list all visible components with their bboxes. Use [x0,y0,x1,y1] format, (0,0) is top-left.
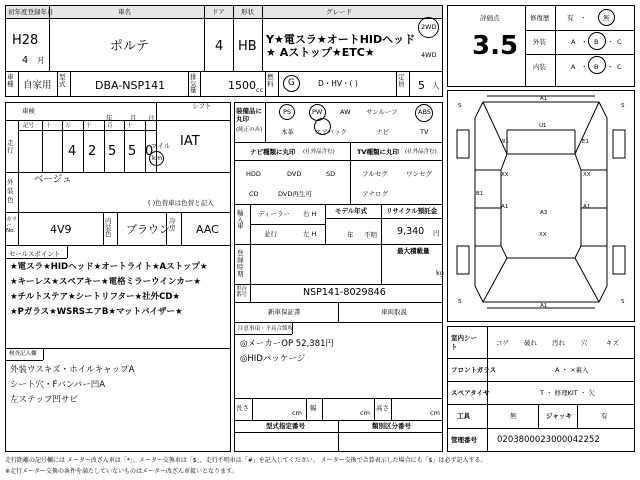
cc-unit: cc [256,86,264,94]
recycle-value: 9,340 [397,226,425,237]
equip-note: (純正のみ) [236,127,263,133]
max-load-kg: kg [436,269,444,277]
tv-kind-label: TV種類に丸印 [357,148,399,156]
diag-xx-right: XX [583,172,591,178]
note-item: ◎HIDパッケージ [240,354,306,364]
glass-value: A ・ ×裏入 [555,366,589,374]
ext-label: 外装 [533,38,546,46]
ext-color: ベージュ [34,174,72,185]
shape: HB [238,39,257,54]
seat-item: コゲ [496,339,509,347]
ac-label: 冷房 [169,217,176,232]
odo-digit: 5 [108,144,117,159]
sales-point: ★Pガラス★WSRSエアB★マットバイザー★ [10,307,183,317]
displacement: 1500 [228,79,256,92]
jack-label: ジャッキ [546,412,572,420]
lh: 左 H [303,230,317,238]
fuel-rest: D・HV・( ) [318,79,358,88]
sales-label: セールスポイント [9,250,61,258]
inspect-label: 車検 [22,107,35,115]
rh: 右 H [303,210,317,218]
color-code: 4V9 [50,223,72,236]
int-c: C [617,63,622,71]
notes-label: 注意事項・不具合箇所 [238,326,294,332]
ext-a: A [571,38,576,46]
ext-color-label: 外装色 [7,178,14,204]
width-label: 幅 [310,404,317,412]
diag-a3: A3 [540,210,548,216]
jack-value: 有 [601,412,608,420]
odo-unit: 百 [107,123,113,129]
diag-a1-right: A1 [583,204,591,210]
diag-w1: W1 [500,139,509,145]
navi-kind-label: ナビ種類に丸印 [250,148,296,156]
drive: 2WD [421,23,437,31]
diag-b1: B1 [476,191,484,197]
height-cm: cm [430,409,440,417]
color-code-label: カラー No. [6,217,18,234]
model: DBA-NSP141 [95,79,166,92]
repair-label: 修復歴 [530,14,550,22]
seat-item: キズ [606,339,619,347]
equip-leather: 本革 [281,128,294,136]
odo-digit: 0 [145,144,154,159]
odo-unit: 十 [127,123,133,129]
fuel-g: G [288,78,295,88]
odo-digit: 5 [128,144,137,159]
odo-unit: 記号 [23,123,35,129]
tools-label: 工具 [457,412,470,420]
km-unit: km [152,154,163,162]
transmission: IAT [180,134,200,149]
spare-label: スペアタイヤ [451,389,490,397]
inspection-note: 外装ウスキズ・ホイルキャップA [10,365,135,375]
tv-analog: アナログ [362,190,388,198]
drive-alt: 4WD [421,51,437,59]
length-cm: cm [292,409,302,417]
diag-e1: E1 [582,139,589,145]
score-label: 評価点 [480,14,500,22]
diag-a1-top: A1 [540,96,548,102]
disp-label: 排気量 [190,73,197,94]
footer-note-2: ※走行メーター交換の条件を満たしていないものはメーター改ざん車扱いとなります。 [5,468,238,475]
new-warranty: 新車保証書 [268,308,301,316]
int-a: A [571,63,576,71]
int-label: 内装 [533,63,546,71]
model-year-unknown: 不明 [364,231,377,239]
car-name: ポルテ [110,39,150,54]
ac: AAC [196,223,219,236]
parallel: 並行 [264,230,277,238]
equip-ps: PS [283,108,292,116]
int-color-label: 内装色 [105,217,112,238]
diag-a1-left: A1 [501,204,509,210]
seat-item: 汚れ [552,339,565,347]
tools-value: 無 [510,412,517,420]
equip-navi: ナビ [376,128,389,136]
inspect-month: 月 [130,114,137,122]
mgmt-number: 0203800023000042252 [497,435,600,445]
diag-s-3: S [458,299,462,305]
diag-s-2: S [621,103,625,109]
ext-b: B [594,38,599,46]
sales-point: ★電スラ★HIDヘッド★オートライト★Aストップ★ [10,262,208,272]
tv-oneseg: ワンセグ [406,170,432,178]
equip-label: 装備品に丸印 [236,107,262,123]
inspection-note: 左ステップ凹サビ [10,395,78,405]
navi-hdd: HDD [246,170,261,178]
tv-kind-note: (社外品含む) [405,149,437,155]
diag-xx-left: XX [501,172,509,178]
chassis-number: NSP141-8029846 [303,287,386,298]
equip-pw: PW [312,108,323,116]
model-year-label: モデル年式 [335,207,368,215]
navi-sd: SD [326,170,336,178]
seat-item: 穴 [581,339,588,347]
odo-label: 走行 [7,139,14,154]
diag-u1: U1 [539,123,547,129]
mile-unit: マイル [151,142,171,150]
spare-value: T ・ 修理KIT ・ 欠 [540,389,595,397]
int-b: B [594,63,599,71]
type-label: 型式指定番号 [266,422,305,430]
dealer: ディーラー [258,210,290,218]
reg-label: 登録時期 [237,249,244,278]
inspect-day: 日 [148,114,155,122]
equip-sunroof: サンルーフ [366,108,398,116]
reg-year: H28 [12,33,39,48]
doors-label: ドア [212,8,225,16]
int-color: ブラウン [126,223,170,236]
footer-note-1: 走行距離の記号欄には メーター改ざん車は「*」、メーター交換車は「$」、走行不明車は「#」を記入してください。 メーター交換で合算表示した場合にも「$」は必ず記入する。 [5,457,487,464]
seat-label: 室内シート [451,334,477,351]
class-label: 類別区分番号 [372,422,411,430]
car-name-label: 車名 [118,8,131,16]
equip-abs: ABS [418,108,431,116]
recycle-yen: 円 [433,229,440,237]
grade-label: グレード [326,8,352,16]
glass-label: フロントガラス [451,366,497,374]
shape-label: 形状 [241,8,254,16]
month-unit: 月 [37,56,45,65]
seat-item: 破れ [524,339,537,347]
import-label: 輸入車 [237,209,244,230]
shift-label: シフト [192,102,212,110]
tv-fullseg: フルセグ [362,170,388,178]
equip-airbag: エアバック [315,128,347,136]
repair-no: 無 [603,14,610,22]
sales-point: ★チルトステア★シートリフター★社外CD★ [10,292,181,302]
inspect-year: 年 [106,114,113,122]
car-cabin [501,154,581,258]
chassis-label: 車台番号 [236,286,248,298]
equip-aw: AW [340,108,351,116]
height-label: 高さ [376,404,389,412]
odo-digit: 4 [68,144,77,159]
inspection-note: シート穴・Fバンパー凹A [10,380,106,390]
navi-cd: CD [249,190,259,198]
repair-yes: 有 [567,14,574,22]
kind-label: 車種 [7,73,14,88]
note-item: ◎メーカーOP 52,381円 [240,339,335,349]
model-year-word: 年 [347,231,354,239]
grade: Y★電スラ★オートHIDヘッド★ Aストップ★ETC★ [266,33,416,59]
width-cm: cm [360,409,370,417]
reg-year-label: 初年度登録年月 [8,8,54,16]
car-outline [475,102,607,302]
odo-unit: 十 [46,123,52,129]
max-load-label: 最大積載量 [397,247,430,255]
score: 3.5 [472,31,519,61]
manual: 車両取説 [381,308,407,316]
color-change-note: ( )色替車は色替と記入 [148,199,214,207]
recycle-label: リサイクル預託金 [386,207,438,215]
cap-label: 定員 [398,73,405,88]
diag-s-1: S [458,103,462,109]
kind: 自家用 [23,80,52,91]
ext-c: C [617,38,622,46]
cap-unit: 人 [432,81,440,90]
diag-xx-bottom: XX [539,232,547,238]
mgmt-label: 管理番号 [451,436,477,444]
odo-digit: 2 [88,144,97,159]
diag-s-4: S [621,299,625,305]
doors: 4 [215,39,224,54]
navi-dvd: DVD [287,170,302,178]
capacity: 5 [418,79,425,92]
model-label: 型式 [59,73,66,88]
navi-kind-note: (社外品含む) [303,149,335,155]
equip-tv: TV [420,128,429,136]
odo-unit: 千 [86,123,92,129]
sales-point: ★キーレス★スペアキー★電格ミラーウインカー★ [10,277,201,287]
length-label: 長さ [236,404,249,412]
navi-dvdp: DVD再生可 [278,190,312,198]
insp-label: 検査記入欄 [9,351,37,357]
odo-unit: 万 [65,123,71,129]
reg-month: 4 [22,55,29,66]
diag-a1-bottom: A1 [540,303,548,309]
fuel-label: 燃料 [267,73,274,88]
